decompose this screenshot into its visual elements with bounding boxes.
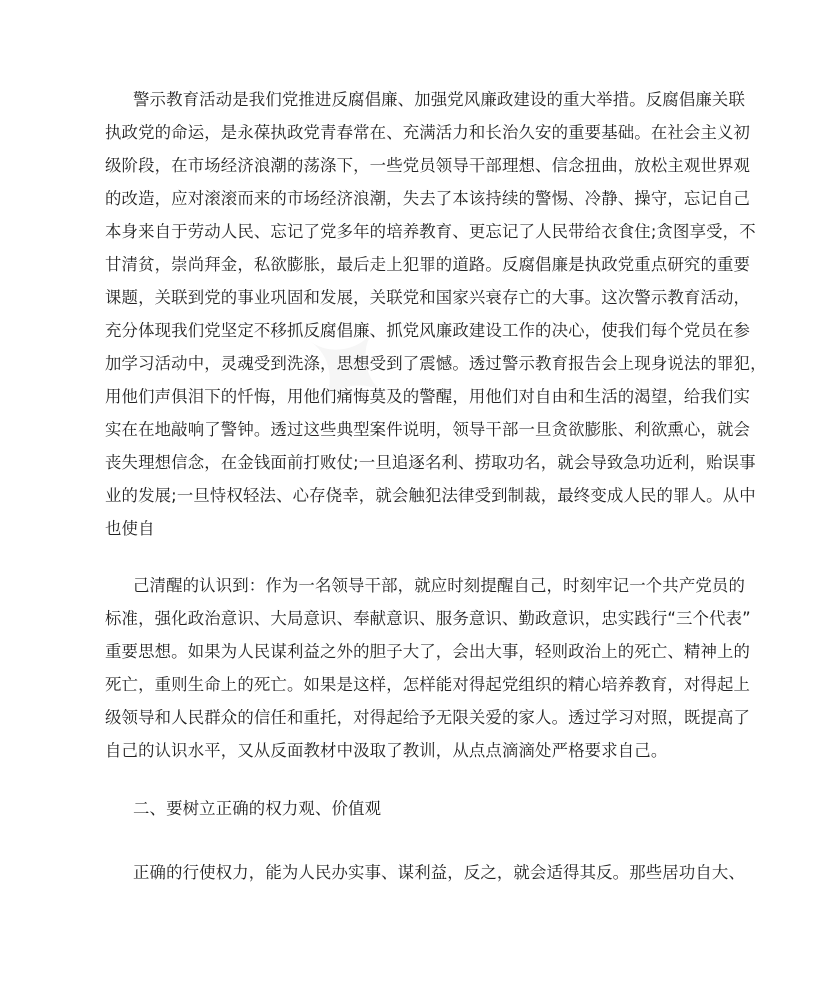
text-line: 课题，关联到党的事业巩固和发展，关联党和国家兴衰存亡的大事。这次警示教育活动， bbox=[105, 288, 751, 307]
paragraph-2 bbox=[105, 569, 751, 767]
text-line: 本身来自于劳动人民、忘记了党多年的培养教育、更忘记了人民带给衣食住;贪图享受，不 bbox=[105, 222, 756, 241]
paragraph-3 bbox=[105, 856, 745, 889]
paragraph-1 bbox=[105, 83, 767, 545]
text-line: 实在在地敲响了警钟。透过这些典型案件说明，领导干部一旦贪欲膨胀、利欲熏心，就会 bbox=[105, 420, 751, 439]
text-line: 丧失理想信念，在金钱面前打败仗;一旦追逐名利、捞取功名，就会导致急功近利，贻误事 bbox=[105, 453, 756, 472]
text-line: 自己的认识水平，又从反面教材中汲取了教训，从点点滴滴处严格要求自己。 bbox=[105, 741, 668, 760]
section-heading: 二、要树立正确的权力观、价值观 bbox=[133, 799, 382, 818]
text-line: 警示教育活动是我们党推进反腐倡廉、加强党风廉政建设的重大举措。反腐倡廉关联 bbox=[133, 90, 746, 109]
text-line: 正确的行使权力，能为人民办实事、谋利益，反之，就会适得其反。那些居功自大、 bbox=[133, 863, 746, 882]
text-line: 执政党的命运，是永葆执政党青春常在、充满活力和长治久安的重要基础。在社会主义初 bbox=[105, 123, 751, 142]
text-line: 己清醒的认识到：作为一名领导干部，就应时刻提醒自己，时刻牢记一个共产党员的 bbox=[133, 576, 746, 595]
text-line: 级领导和人民群众的信任和重托，对得起给予无限关爱的家人。透过学习对照，既提高了 bbox=[105, 708, 751, 727]
text-line: 死亡，重则生命上的死亡。如果是这样，怎样能对得起党组织的精心培养教育，对得起上 bbox=[105, 675, 751, 694]
text-line: 标准，强化政治意识、大局意识、奉献意识、服务意识、勤政意识，忠实践行“三个代表” bbox=[105, 609, 751, 628]
text-line: 用他们声俱泪下的忏悔，用他们痛悔莫及的警醒，用他们对自由和生活的渴望，给我们实 bbox=[105, 387, 751, 406]
text-line: 级阶段，在市场经济浪潮的荡涤下，一些党员领导干部理想、信念扭曲，放松主观世界观 bbox=[105, 156, 751, 175]
document-page bbox=[105, 83, 767, 889]
text-line: 加学习活动中，灵魂受到洗涤，思想受到了震憾。透过警示教育报告会上现身说法的罪犯， bbox=[105, 354, 767, 373]
text-line: 充分体现我们党坚定不移抓反腐倡廉、抓党风廉政建设工作的决心，使我们每个党员在参 bbox=[105, 321, 751, 340]
text-line: 甘清贫，崇尚拜金，私欲膨胀，最后走上犯罪的道路。反腐倡廉是执政党重点研究的重要 bbox=[105, 255, 751, 274]
text-line: 的改造，应对滚滚而来的市场经济浪潮，失去了本该持续的警惕、冷静、操守，忘记自己 bbox=[105, 189, 751, 208]
text-line: 业的发展;一旦恃权轻法、心存侥幸，就会触犯法律受到制裁，最终变成人民的罪人。从中 bbox=[105, 486, 756, 505]
text-line: 重要思想。如果为人民谋利益之外的胆子大了，会出大事，轻则政治上的死亡、精神上的 bbox=[105, 642, 751, 661]
text-line: 也使自 bbox=[105, 519, 155, 538]
